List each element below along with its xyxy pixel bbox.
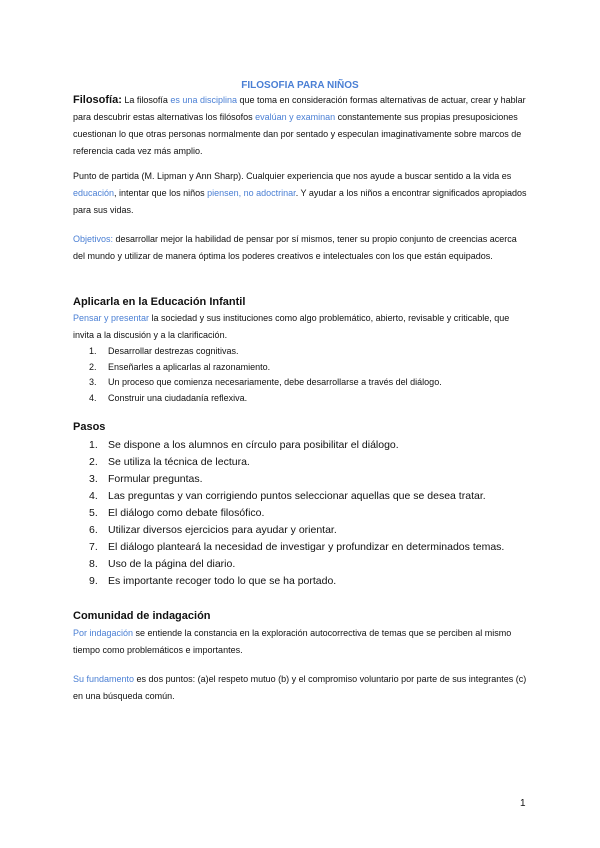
objetivos-paragraph [73, 231, 528, 265]
comunidad-highlight-2: Su fundamento [73, 674, 135, 684]
intro-paragraph [73, 92, 528, 160]
list-item: 9. Es importante recoger todo lo que se ha portado. [89, 575, 337, 587]
list-item: 7. El diálogo planteará la necesidad de investigar y profundizar en determinados temas. [89, 541, 505, 553]
list-item: 1. Se dispone a los alumnos en círculo para posibilitar el diálogo. [89, 439, 399, 451]
list-item: 2. Enseñarles a aplicarlas al razonamiento. [89, 361, 271, 372]
punto-text-3: . Y ayudar a los niños a encontrar significados apropiados para sus vidas. [73, 188, 527, 215]
aplicarla-highlight: Pensar y presentar [73, 313, 150, 323]
punto-highlight-2: piensen, no adoctrinar [207, 188, 296, 198]
objetivos-label: Objetivos: [73, 234, 114, 244]
objetivos-text: desarrollar mejor la habilidad de pensar por sí mismos, tener su propio conjunto de creencias acerca del mundo y utilizar de manera óptima los poderes creativos e intelectuales con los que están equipados. [73, 234, 517, 261]
comunidad-paragraph-2 [73, 671, 528, 705]
intro-text-3: constantemente sus propias presuposiciones cuestionan lo que otras personas normalmente dan por sentado y especulan imaginativamente sobre marcos de referencia cada vez más amplio. [73, 112, 522, 156]
list-item: 1. Desarrollar destrezas cognitivas. [89, 346, 239, 356]
list-item: 5. El diálogo como debate filosófico. [89, 507, 265, 519]
comunidad-highlight-1: Por indagación [73, 628, 134, 638]
list-item: 4. Las preguntas y van corrigiendo puntos seleccionar aquellas que se desea tratar. [89, 490, 486, 502]
list-item: 6. Utilizar diversos ejercicios para ayudar y orientar. [89, 524, 337, 536]
comunidad-text-1: se entiende la constancia en la exploración autocorrectiva de temas que se perciben al mismo tiempo como problemáticos e importantes. [73, 628, 512, 655]
pasos-heading: Pasos [73, 421, 106, 433]
punto-text-2: , intentar que los niños [114, 188, 208, 198]
comunidad-heading: Comunidad de indagación [73, 610, 211, 622]
pasos-list [73, 437, 528, 590]
comunidad-text-2: es dos puntos: (a)el respeto mutuo (b) y el compromiso voluntario por parte de sus integrantes (c) en una búsqueda común. [73, 674, 527, 701]
list-item: 3. Un proceso que comienza necesariamente, debe desarrollarse a través del diálogo. [89, 377, 442, 387]
intro-highlight-1: es una disciplina [170, 95, 237, 105]
intro-highlight-2: evalúan y examinan [255, 112, 336, 122]
list-item: 4. Construir una ciudadanía reflexiva. [89, 392, 248, 403]
aplicarla-heading: Aplicarla en la Educación Infantil [73, 296, 246, 308]
punto-highlight-1: educación [73, 188, 115, 198]
punto-text-1: Punto de partida (M. Lipman y Ann Sharp). Cualquier experiencia que nos ayude a buscar sentido a la vida es [73, 171, 512, 181]
list-item: 3. Formular preguntas. [89, 473, 203, 485]
intro-text-2: que toma en consideración formas alternativas de actuar, crear y hablar para descubrir estas alternativas los filósofos [73, 95, 526, 122]
aplicarla-paragraph [73, 310, 528, 344]
comunidad-paragraph-1 [73, 625, 528, 659]
aplicarla-list [73, 344, 528, 406]
page-number: 1 [520, 798, 526, 809]
intro-label: Filosofía: [73, 94, 122, 106]
list-item: 2. Se utiliza la técnica de lectura. [89, 456, 250, 468]
intro-text-1: La filosofía [121, 95, 171, 105]
punto-paragraph [73, 168, 528, 219]
page-title: FILOSOFIA PARA NIÑOS [241, 80, 359, 91]
aplicarla-text: la sociedad y sus instituciones como algo problemático, abierto, revisable y criticable, que invita a la discusión y a la clarificación. [73, 313, 510, 340]
list-item: 8. Uso de la página del diario. [89, 558, 236, 570]
